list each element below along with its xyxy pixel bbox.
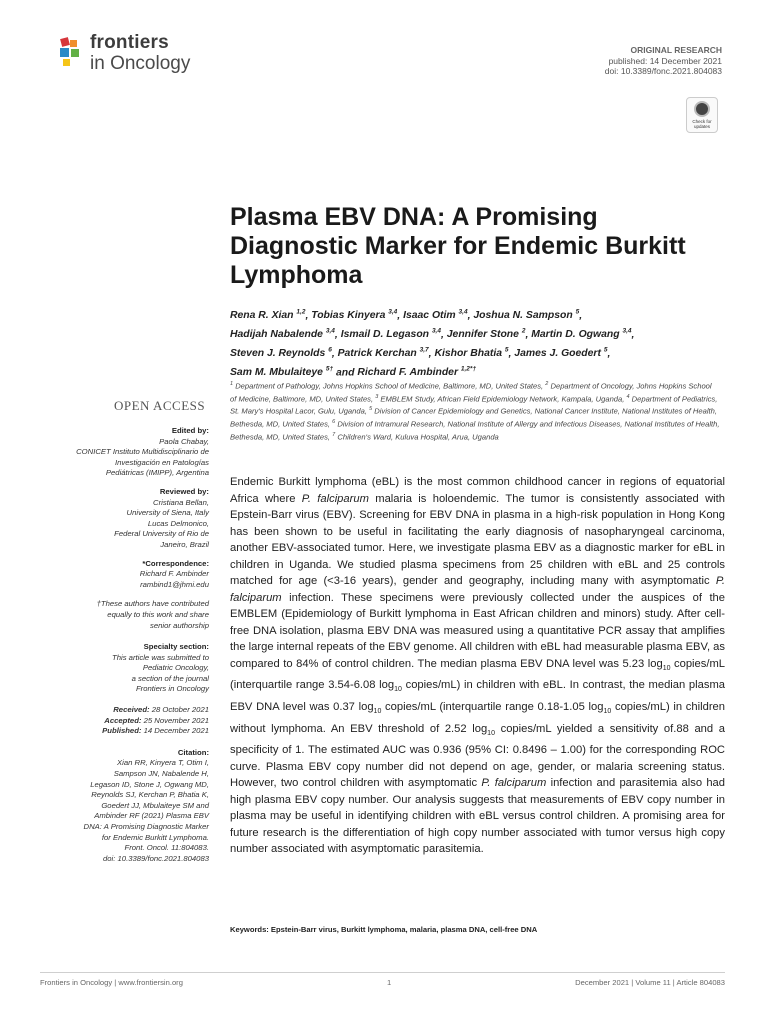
correspondence-email-link[interactable]: rambind1@jhmi.edu (140, 579, 209, 589)
reviewer-line: Janeiro, Brazil (160, 539, 209, 549)
authors-note: †These authors have contributed equally to this work and share senior authorship (96, 599, 209, 630)
frontiers-logo-icon (58, 36, 86, 68)
author-name[interactable]: James J. Goedert $^5$ (514, 346, 608, 360)
citation-line: Xian RR, Kinyera T, Otim I, (117, 758, 209, 768)
affiliations: $^1$ Department of Pathology, Johns Hopkins School of Medicine, Baltimore, MD, United States, $^2$ Department of Oncology, Johns Hopkins School of Medicine, Baltimore, MD, United States, $^3$ EMBLEM Study, African Field Epidemiology Network, Kampala, Uganda, $^4$ Department of Pediatrics, St. Mary's Hospital Lacor, Gulu, Uganda, $^5$ Division of Cancer Epidemiology and Genetics, National Cancer Institute, National Institutes of Health, Bethesda, MD, United States, $^6$ Division of Intramural Research, National Institute of Allergy and Infectious Diseases, National Institutes of Health, Bethesda, MD, United States, $^7$ Children's Ward, Kuluva Hospital, Arua, Uganda (230, 381, 720, 442)
author-name[interactable]: Tobias Kinyera $^{3,4}$ (311, 309, 398, 322)
author-list: Rena R. Xian $^{1,2}$, Tobias Kinyera $^{3,4}$, Isaac Otim $^{3,4}$, Joshua N. Sampson $^5$, Hadijah Nabalende $^{3,4}$, Ismail D. Legason $^{3,4}$, Jennifer Stone $^2$, Martin D. Ogwang $^{3,4}$, Steven J. Reynolds $^6$, Patrick Kerchan $^{3,7}$, Kishor Bhatia $^5$, James J. Goedert $^5$, Sam M. Mbulaiteye $^{5\dagger}$ and Richard F. Ambinder $^{1,2*\dagger}$ (230, 309, 635, 379)
editor-line: Paola Chabay, (159, 436, 209, 446)
footer-divider (40, 972, 725, 973)
article-dates (40, 705, 209, 737)
article-type: ORIGINAL RESEARCH (630, 45, 722, 55)
published-date: published: 14 December 2021 (608, 55, 722, 66)
reviewed-by-heading: Reviewed by: (159, 486, 209, 496)
author-name[interactable]: Joshua N. Sampson $^5$ (473, 309, 580, 322)
specialty-line: a section of the journal (131, 673, 209, 683)
citation-line: Goedert JJ, Mbulaiteye SM and (101, 800, 209, 810)
author-name[interactable]: Steven J. Reynolds $^6$ (230, 346, 332, 360)
author-name[interactable]: Kishor Bhatia $^5$ (434, 346, 509, 360)
check-for-updates-button[interactable] (686, 97, 718, 133)
citation-line: for Endemic Burkitt Lymphoma. (101, 832, 209, 842)
author-name[interactable]: Martin D. Ogwang $^{3,4}$ (531, 327, 632, 341)
reviewer-line: Cristiana Bellan, (153, 497, 209, 507)
editor-line: CONICET Instituto Multidisciplinario de (76, 447, 209, 457)
author-name[interactable]: Patrick Kerchan $^{3,7}$ (337, 346, 429, 360)
abstract (230, 474, 725, 858)
logo-brand: frontiers (90, 32, 169, 53)
citation-line: Sampson JN, Nabalende H, (113, 769, 209, 779)
date-received: Received: 28 October 2021 (113, 705, 209, 715)
edited-by-heading: Edited by: (171, 426, 209, 435)
correspondence-name: Richard F. Ambinder (139, 569, 209, 579)
author-name[interactable]: Rena R. Xian $^{1,2}$ (230, 309, 306, 322)
correspondence-heading: *Correspondence: (142, 558, 209, 568)
reviewer-line: Federal University of Rio de (114, 529, 209, 539)
editor-line: Investigación en Patologías (114, 457, 209, 467)
specialty-line: Frontiers in Oncology (135, 684, 209, 694)
specialty-heading: Specialty section: (143, 642, 209, 652)
article-doi: doi: 10.3389/fonc.2021.804083 (604, 66, 722, 76)
author-name[interactable]: Jennifer Stone $^2$ (446, 327, 526, 341)
page-number: 1 (387, 978, 392, 987)
date-published: Published: 14 December 2021 (102, 726, 209, 736)
author-name[interactable]: Ismail D. Legason $^{3,4}$ (340, 327, 441, 341)
reviewer-line: Lucas Delmonico, (147, 518, 209, 528)
author-name[interactable]: Sam M. Mbulaiteye $^{5\dagger}$ (230, 365, 334, 379)
check-updates-icon (694, 101, 710, 117)
article-title: Plasma EBV DNA: A Promising Diagnostic Marker for Endemic Burkitt Lymphoma (230, 203, 686, 289)
author-name[interactable]: Richard F. Ambinder $^{1,2*\dagger}$ (357, 365, 477, 379)
specialty-line: Pediatric Oncology, (142, 663, 209, 673)
citation-line: Reynolds SJ, Kerchan P, Bhatia K, (91, 790, 209, 800)
date-accepted: Accepted: 25 November 2021 (104, 715, 209, 725)
citation-line: DNA: A Promising Diagnostic Marker (83, 822, 209, 831)
badge-line-2: updates (693, 124, 710, 129)
author-name[interactable]: Hadijah Nabalende $^{3,4}$ (230, 327, 335, 341)
footer-journal-link[interactable]: Frontiers in Oncology | www.frontiersin.org (40, 978, 183, 987)
citation-line: Front. Oncol. 11:804083. (124, 843, 209, 853)
abstract-text: Endemic Burkitt lymphoma (eBL) is the most common childhood cancer in regions of equatorial Africa where P. falciparum malaria is holoendemic. The tumor is consistently associated with Epstein-Barr virus (EBV). Screening for EBV DNA in plasma in a high-risk population in Hong Kong has been shown to be useful in facilitating the early diagnosis of nasopharyngeal carcinoma, another EBV-associated tumor. Here, we investigate plasma EBV as a diagnostic marker for eBL in children in Uganda. We studied plasma specimens from 25 children with eBL and 25 controls matched for age (<3-16 years), gender and geography, including many with asymptomatic P. falciparum infection. These specimens were previously collected under the auspices of the EMBLEM (Epidemiology of Burkitt lymphoma in East African children and minors) study. After cell-free DNA isolation, plasma EBV DNA was measured using a quantitative PCR assay that amplifies the large internal repeats of the EBV genome. All children with eBL had measurable plasma EBV, as compared to 84% of control children. The median plasma EBV DNA level was 5.23 $\log_{10}$ copies/mL (interquartile range 3.54-6.08 $\log_{10}$ copies/mL) in children with eBL. In contrast, the median plasma EBV DNA level was 0.37 $\log_{10}$ copies/mL (interquartile range 0.18-1.05 $\log_{10}$ copies/mL) in children without lymphoma. An EBV threshold of 2.52 $\log_{10}$ copies/mL yielded a sensitivity of.88 and a specificity of 1. The estimated AUC was 0.936 (95% CI: 0.8496 – 1.00) for the corresponding ROC curve. Plasma EBV copy number did not depend on age, gender, or malaria screening status. However, two control children with asymptomatic P. falciparum infection and parasitemia also had high plasma EBV copy number. Our analysis suggests that measurements of EBV copy number in plasma may be useful in identifying children with eBL versus control children. A promising area for future research is the differentiation of high copy number associated with tumor versus high copy number associated with asymptomatic parasitemia. (230, 476, 725, 856)
citation-line: Ambinder RF (2021) Plasma EBV (94, 811, 209, 821)
article-sidebar (40, 426, 209, 864)
citation-doi-link[interactable]: doi: 10.3389/fonc.2021.804083 (102, 853, 209, 863)
specialty-line: This article was submitted to (112, 652, 209, 662)
footer-issue-info: December 2021 | Volume 11 | Article 804083 (575, 978, 725, 987)
logo-journal-name: in Oncology (90, 53, 191, 74)
keywords: Keywords: Epstein-Barr virus, Burkitt lymphoma, malaria, plasma DNA, cell-free DNA (230, 925, 538, 934)
open-access-label: OPEN ACCESS (114, 398, 206, 413)
author-name[interactable]: Isaac Otim $^{3,4}$ (403, 309, 468, 322)
citation-line: Legason ID, Stone J, Ogwang MD, (90, 779, 209, 789)
publication-info (605, 45, 722, 77)
journal-logo (90, 33, 190, 73)
reviewer-line: University of Siena, Italy (126, 508, 209, 518)
citation-heading: Citation: (177, 747, 209, 757)
editor-line: Pediátricas (IMIPP), Argentina (105, 468, 209, 478)
badge-line-1: Check for (692, 119, 712, 124)
